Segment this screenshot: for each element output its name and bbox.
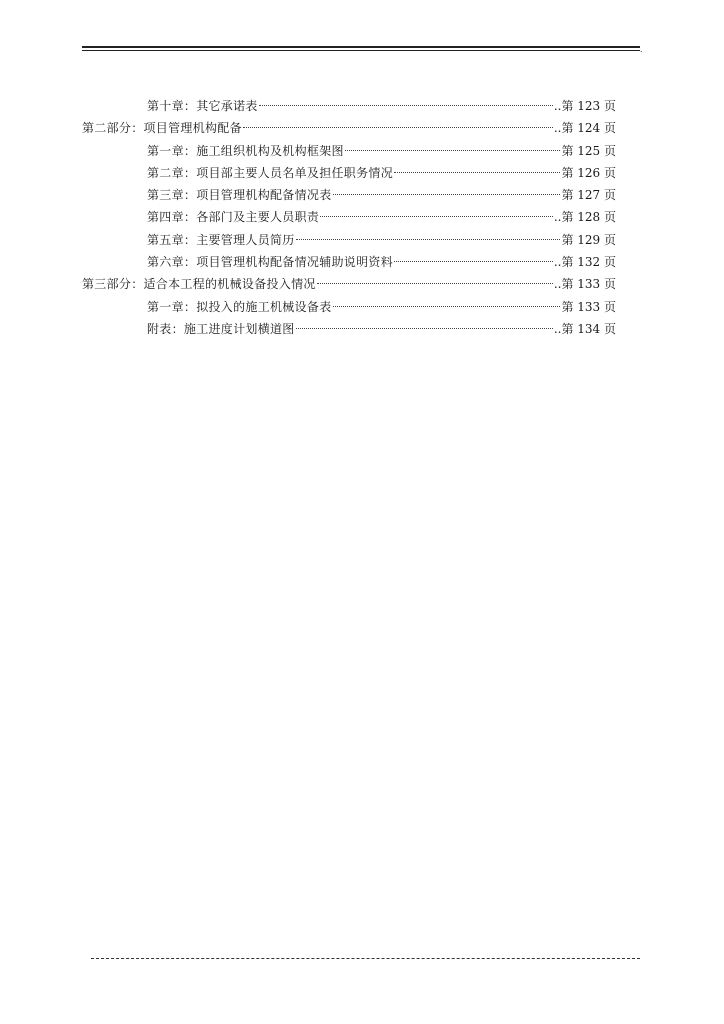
toc-entry-title: 第五章：主要管理人员简历 — [147, 232, 295, 247]
toc-dot-leader — [394, 261, 553, 262]
toc-entry-page: ..第 132 页 — [553, 255, 616, 270]
toc-dot-leader — [296, 239, 561, 240]
toc-entry-title: 第三章：项目管理机构配备情况表 — [147, 188, 332, 203]
toc-entry[interactable] — [82, 206, 616, 228]
toc-entry-page: 第 133 页 — [561, 299, 616, 314]
toc-entry-page: ..第 133 页 — [553, 277, 616, 292]
toc-entry-page: ..第 128 页 — [553, 210, 616, 225]
toc-dot-leader — [317, 283, 553, 284]
toc-dot-leader — [296, 328, 553, 329]
toc-entry-title: 第二部分：项目管理机构配备 — [82, 121, 242, 136]
toc-entry-page: ..第 124 页 — [553, 121, 616, 136]
toc-entry-title: 第六章：项目管理机构配备情况辅助说明资料 — [147, 255, 394, 270]
toc-entry[interactable] — [82, 251, 616, 273]
toc-entry[interactable] — [82, 184, 616, 206]
toc-entry[interactable] — [82, 140, 616, 162]
toc-dot-leader — [333, 306, 561, 307]
header-rule-thin — [82, 50, 640, 51]
toc-entry-title: 附表：施工进度计划横道图 — [147, 321, 295, 336]
toc-dot-leader — [243, 127, 553, 128]
toc-dot-leader — [259, 105, 553, 106]
toc-dot-leader — [394, 172, 560, 173]
toc-entry[interactable] — [82, 162, 616, 184]
toc-entry-page: ..第 134 页 — [553, 321, 616, 336]
toc-entry[interactable] — [82, 95, 616, 117]
toc-dot-leader — [333, 194, 561, 195]
toc-entry-page: ..第 123 页 — [553, 99, 616, 113]
toc-dot-leader — [320, 216, 553, 217]
header-dot: . — [640, 45, 643, 54]
toc-entry-title: 第十章：其它承诺表 — [147, 99, 258, 113]
table-of-contents — [82, 95, 616, 340]
toc-entry[interactable] — [82, 273, 616, 295]
toc-entry-page: 第 125 页 — [561, 143, 616, 158]
toc-entry[interactable] — [82, 318, 616, 340]
toc-dot-leader — [345, 150, 561, 151]
toc-entry-title: 第一章：施工组织机构及机构框架图 — [147, 143, 344, 158]
toc-entry[interactable] — [82, 229, 616, 251]
footer-dashed-rule — [91, 958, 640, 959]
header-rule-thick — [82, 46, 640, 48]
toc-entry-page: 第 129 页 — [561, 232, 616, 247]
toc-entry[interactable] — [82, 296, 616, 318]
header-double-rule — [82, 46, 640, 52]
toc-entry-title: 第三部分：适合本工程的机械设备投入情况 — [82, 277, 316, 292]
toc-entry-title: 第四章：各部门及主要人员职责 — [147, 210, 320, 225]
toc-entry-page: 第 127 页 — [561, 188, 616, 203]
toc-entry-title: 第二章：项目部主要人员名单及担任职务情况 — [147, 165, 394, 180]
toc-entry-page: 第 126 页 — [561, 165, 616, 180]
toc-entry[interactable] — [82, 117, 616, 139]
toc-entry-title: 第一章：拟投入的施工机械设备表 — [147, 299, 332, 314]
